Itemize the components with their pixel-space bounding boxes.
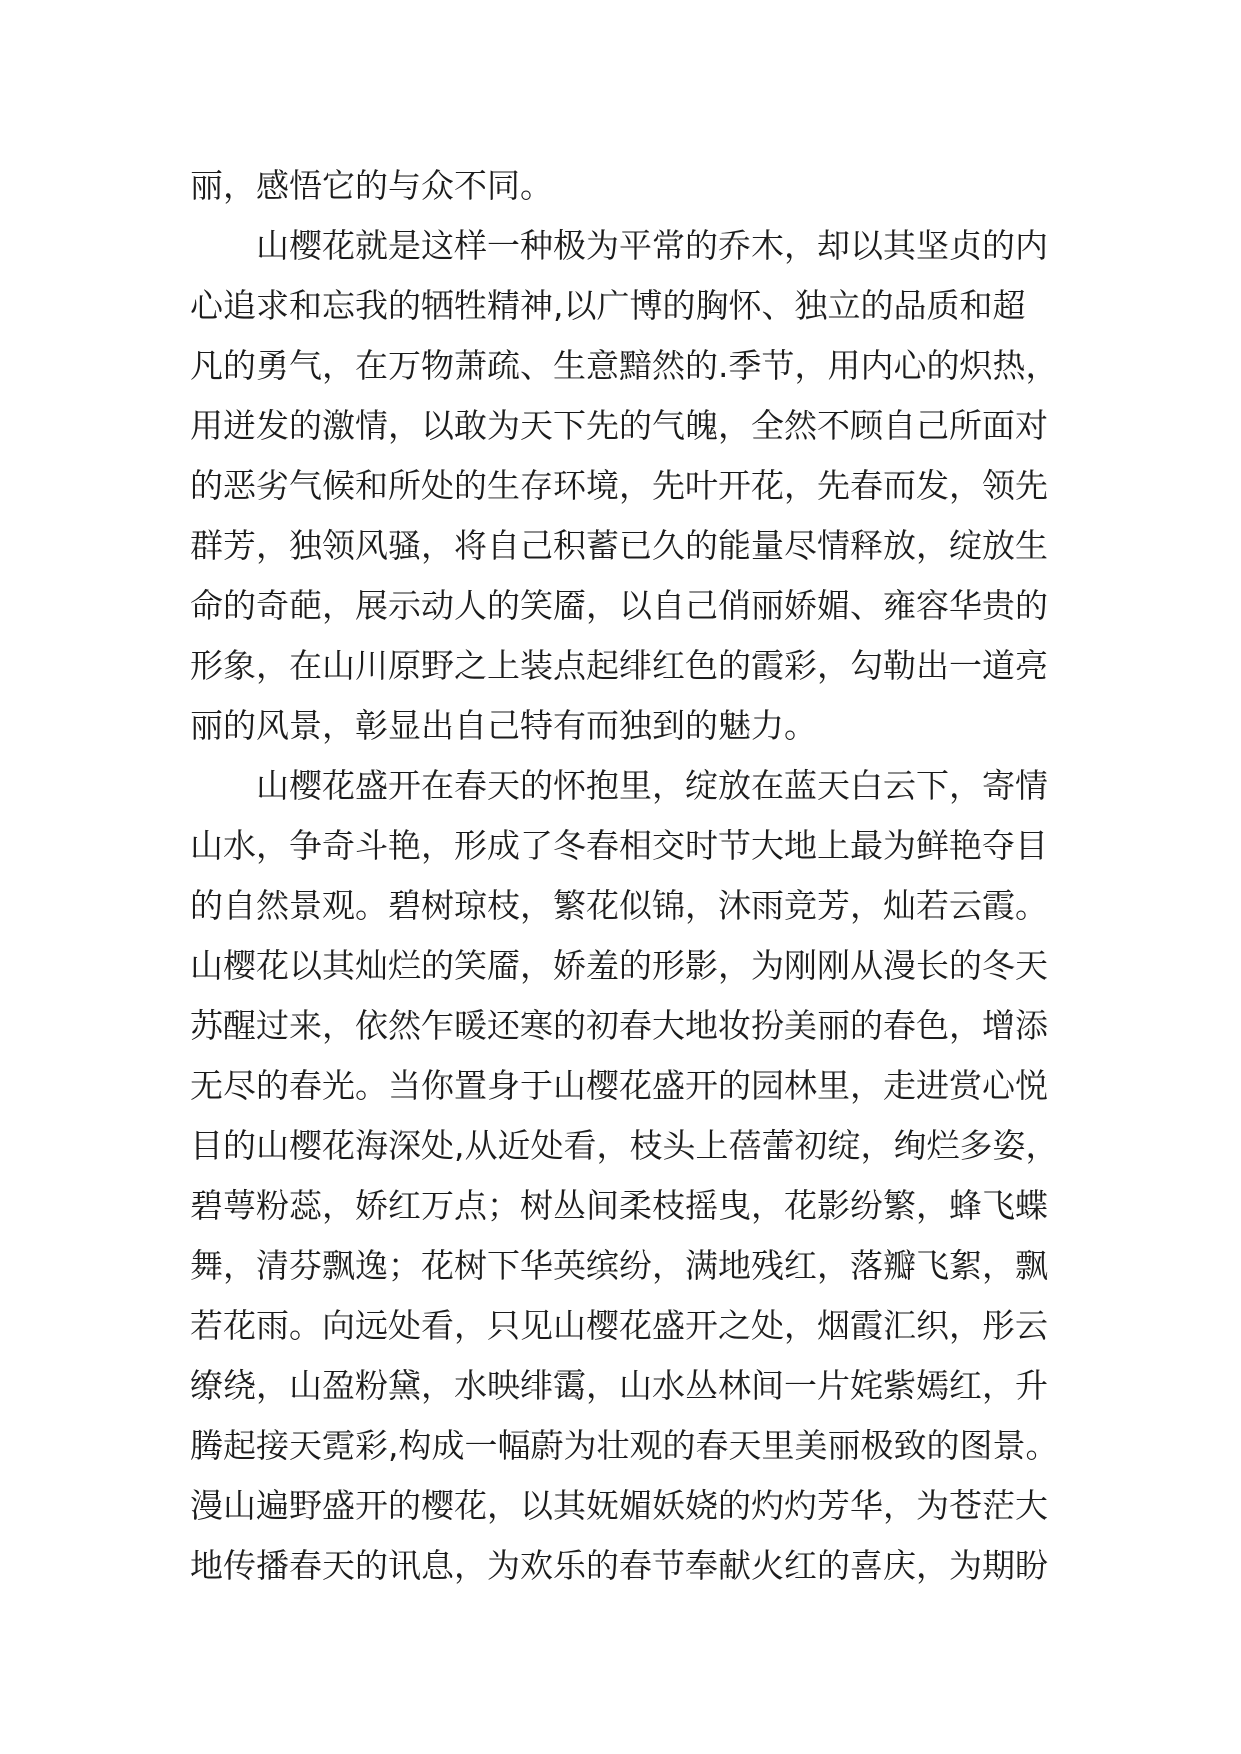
text-line: 凡的勇气，在万物萧疏、生意黯然的.季节，用内心的炽热， xyxy=(190,346,1059,385)
text-line: 缭绕，山盈粉黛，水映绯霭，山水丛林间一片姹紫嫣红，升 xyxy=(190,1366,1048,1405)
text-line: 命的奇葩，展示动人的笑靥，以自己俏丽娇媚、雍容华贵的 xyxy=(190,586,1048,625)
text-line: 腾起接天霓彩,构成一幅蔚为壮观的春天里美丽极致的图景。 xyxy=(190,1426,1059,1465)
text-line: 苏醒过来，依然乍暖还寒的初春大地妆扮美丽的春色，增添 xyxy=(190,1006,1048,1045)
text-line: 形象，在山川原野之上装点起绯红色的霞彩，勾勒出一道亮 xyxy=(190,646,1048,685)
text-line: 丽，感悟它的与众不同。 xyxy=(190,166,553,205)
text-line: 碧萼粉蕊，娇红万点；树丛间柔枝摇曳，花影纷繁，蜂飞蝶 xyxy=(190,1186,1048,1225)
text-line: 舞，清芬飘逸；花树下华英缤纷，满地残红，落瓣飞絮，飘 xyxy=(190,1246,1048,1285)
text-line: 山水，争奇斗艳，形成了冬春相交时节大地上最为鲜艳夺目 xyxy=(190,826,1048,865)
text-line: 若花雨。向远处看，只见山樱花盛开之处，烟霞汇织，彤云 xyxy=(190,1306,1048,1345)
paragraph-start-line: 山樱花就是这样一种极为平常的乔木，却以其坚贞的内 xyxy=(256,226,1048,265)
text-line: 目的山樱花海深处,从近处看，枝头上蓓蕾初绽，绚烂多姿， xyxy=(190,1126,1059,1165)
text-line: 漫山遍野盛开的樱花，以其妩媚妖娆的灼灼芳华，为苍茫大 xyxy=(190,1486,1048,1525)
text-line: 山樱花以其灿烂的笑靥，娇羞的形影，为刚刚从漫长的冬天 xyxy=(190,946,1048,985)
text-line: 的恶劣气候和所处的生存环境，先叶开花，先春而发，领先 xyxy=(190,466,1048,505)
text-line: 用迸发的激情，以敢为天下先的气魄，全然不顾自己所面对 xyxy=(190,406,1048,445)
text-line: 无尽的春光。当你置身于山樱花盛开的园林里，走进赏心悦 xyxy=(190,1066,1048,1105)
text-line: 丽的风景，彰显出自己特有而独到的魅力。 xyxy=(190,706,817,745)
text-line: 群芳，独领风骚，将自己积蓄已久的能量尽情释放，绽放生 xyxy=(190,526,1048,565)
body-text xyxy=(190,156,1060,1596)
text-line: 地传播春天的讯息，为欢乐的春节奉献火红的喜庆，为期盼 xyxy=(190,1546,1048,1585)
paragraph-start-line: 山樱花盛开在春天的怀抱里，绽放在蓝天白云下，寄情 xyxy=(256,766,1048,805)
text-line: 的自然景观。碧树琼枝，繁花似锦，沐雨竞芳，灿若云霞。 xyxy=(190,886,1048,925)
text-line: 心追求和忘我的牺牲精神,以广博的胸怀、独立的品质和超 xyxy=(190,286,1026,325)
